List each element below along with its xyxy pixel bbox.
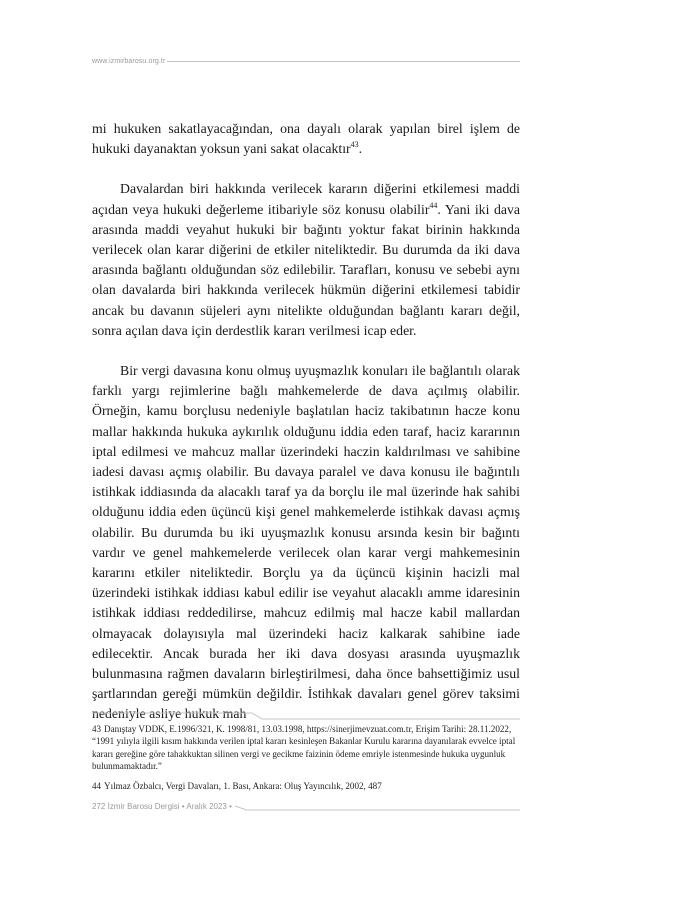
footnote-number: 44	[92, 781, 101, 792]
page-footer	[92, 799, 520, 813]
page-header	[92, 54, 520, 68]
footnote-43	[92, 723, 520, 772]
paragraph-1-tail: .	[358, 141, 363, 157]
footnote-separator	[92, 709, 520, 721]
footnote-44	[92, 780, 520, 792]
header-rule	[167, 61, 520, 62]
paragraph-1-text: mi hukuken sakatlayacağından, ona dayalı olarak yapılan birel işlem de hukuki dayanaktan yoksun yani sakat olacaktır	[92, 121, 520, 157]
footnote-text: Yılmaz Özbalcı, Vergi Davaları, 1. Bası, Ankara: Oluş Yayıncılık, 2002, 487	[104, 781, 382, 792]
paragraph-3: Bir vergi davasına konu olmuş uyuşmazlık konuları ile bağlantılı olarak farklı yargı rejimlerine bağlı mahkemelerde de dava açılmış olabilir. Örneğin, kamu borçlusu nedeniyle başlatılan haciz takibatının hacze konu mallar hakkında hukuka aykırılık olduğunu iddia eden taraf, haciz kararının iptal edilmesi ve mahcuz mallar üzerindeki haczin kaldırılması ve sahibine iadesi davası açmış olabilir. Bu davaya paralel ve dava konusu ile bağıntılı istihkak iddiasında da alacaklı taraf ya da borçlu ile mal üzerinde hak sahibi olduğunu iddia eden üçüncü kişi genel mahkemelerde istihkak davası açmış olabilir. Bu durumda bu iki uyuşmazlık konusu arsında kesin bir bağıntı vardır ve genel mahkemelerde verilecek olan karar vergi mahkemesinin kararını etkiler niteliktedir. Borçlu ya da üçüncü kişinin hacizli mal üzerindeki istihkak iddiası kabul edilir ise veyahut alacaklı amme idaresinin istihkak iddiası reddedilirse, mahcuz edilmiş mal hacze kabil mallardan olmayacak dolayısıyla mal üzerindeki haciz kalkarak sahibine iade edilecektir. Ancak burada her iki dava dosyası arasında uyuşmazlık bulunmasına rağmen davaların birleştirilmesi, daha önce bahsettiğimiz usul şartlarından gereği mümkün değildir. İstihkak davaları genel görev taksimi nedeniyle asliye hukuk mah	[92, 363, 520, 722]
header-url: www.izmirbarosu.org.tr	[92, 57, 166, 65]
footnotes	[92, 723, 520, 800]
footnote-ref-43: 43	[350, 140, 359, 150]
footer-text: 272 İzmir Barosu Dergisi • Aralık 2023 •	[92, 801, 232, 811]
footnote-text: Danıştay VDDK, E.1996/321, K. 1998/81, 13.03.1998, https://sinerjimevzuat.com.tr, Erişim Tarihi: 28.11.2022, “1991 yılıyla ilgili kısım hakkında verilen iptal kararı kesinleşen Bakanlar Kurulu kararına dayanılarak evvelce iptal kararı gereğine göre tahakkuktan silinen vergi ve gecikme faizinin ödeme emriyle istenmesinde hukuka uygunluk bulunmamaktadır.”	[92, 724, 516, 771]
body-text	[92, 119, 520, 745]
paragraph-2-text-a: Davalardan biri hakkında verilecek kararın diğerini etkilemesi maddi açıdan veya hukuki değerleme itibariyle söz konusu olabilir	[92, 181, 520, 217]
paragraph-1	[92, 119, 520, 159]
footnote-ref-44: 44	[429, 200, 438, 210]
footnote-number: 43	[92, 724, 101, 734]
paragraph-2-text-b: . Yani iki dava arasında maddi veyahut hukuki bir bağıntı yoktur fakat birinin hakkında verilecek olan karar diğerini de etkiler niteliktedir. Bu durumda da iki dava arasında bağlantı olduğundan söz edilebilir. Tarafları, konusu ve sebebi aynı olan davalarda biri hakkında verilecek hükmün diğerini etkilemesi tabidir ancak bu davanın süjeleri aynı nitelikte olduğundan bağlantı kararı değil, sonra açılan dava için derdestlik kararı verilmesi icap eder.	[92, 201, 520, 338]
footer-rule	[235, 801, 520, 811]
paragraph-2	[92, 179, 520, 341]
